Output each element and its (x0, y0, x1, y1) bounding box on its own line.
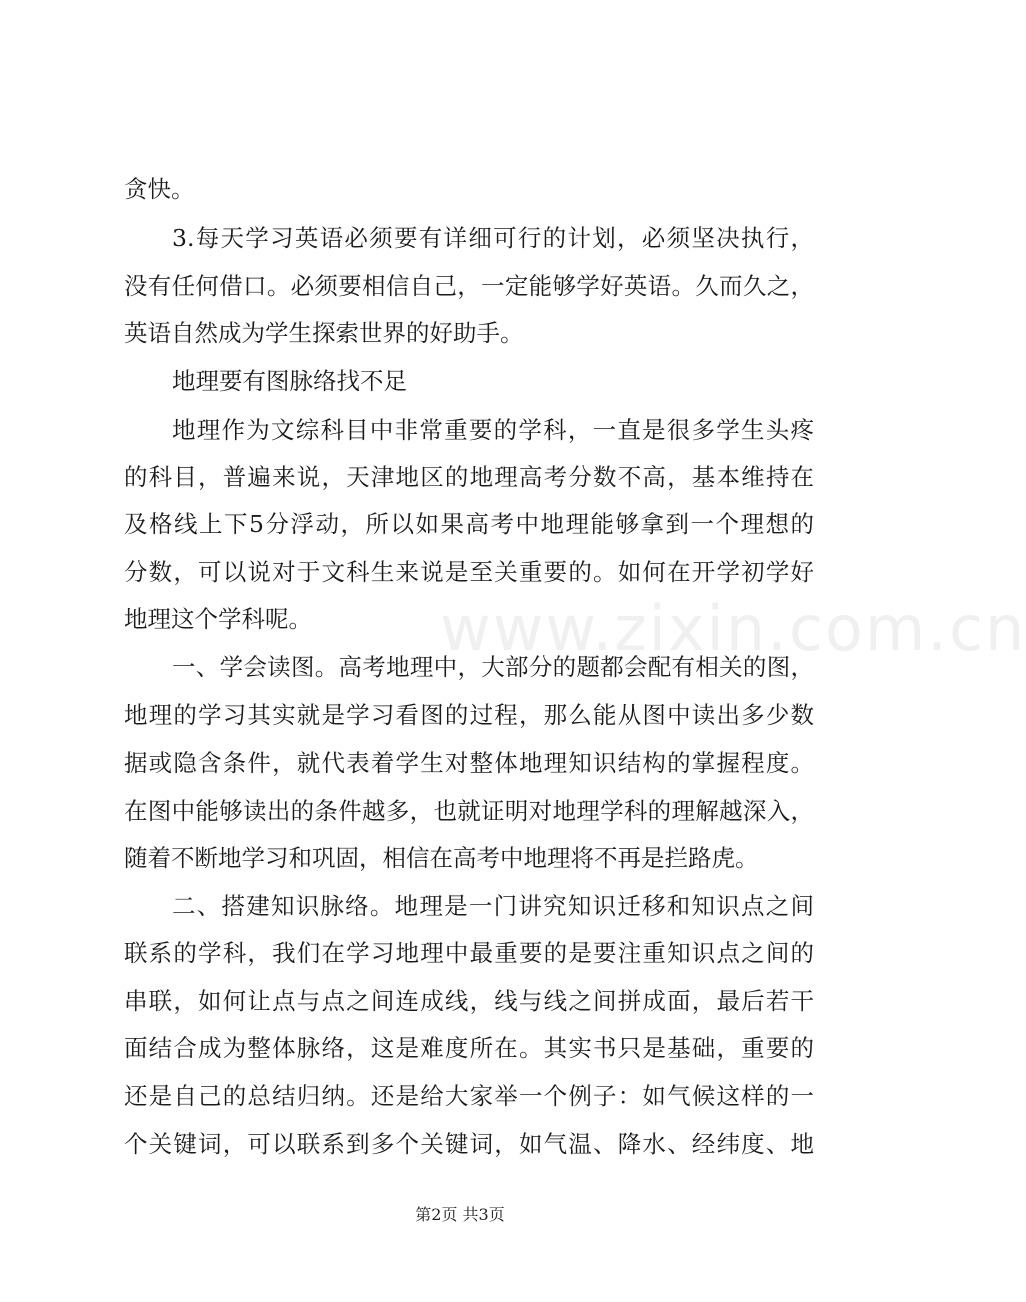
page-footer: 第2页 共3页 (415, 1205, 505, 1224)
text-line-19: 面结合成为整体脉络，这是难度所在。其实书只是基础，重要的 (124, 1034, 814, 1062)
text-line-9: 分数，可以说对于文科生来说是至关重要的。如何在开学初学好 (124, 558, 814, 586)
text-line-15: 随着不断地学习和巩固，相信在高考中地理将不再是拦路虎。 (124, 844, 759, 872)
text-line-7: 的科目，普遍来说，天津地区的地理高考分数不高，基本维持在 (124, 463, 814, 491)
text-line-2: 3.每天学习英语必须要有详细可行的计划，必须坚决执行， (172, 224, 814, 252)
text-line-10: 地理这个学科呢。 (124, 605, 312, 633)
text-line-13: 据或隐含条件，就代表着学生对整体地理知识结构的掌握程度。 (124, 749, 814, 777)
text-line-8: 及格线上下5分浮动，所以如果高考中地理能够拿到一个理想的 (124, 510, 814, 538)
text-line-18: 串联，如何让点与点之间连成线，线与线之间拼成面，最后若干 (124, 987, 814, 1015)
text-line-11: 一、学会读图。高考地理中，大部分的题都会配有相关的图， (172, 653, 814, 681)
text-line-4: 英语自然成为学生探索世界的好助手。 (124, 319, 524, 347)
text-line-17: 联系的学科，我们在学习地理中最重要的是要注重知识点之间的 (124, 939, 814, 967)
text-line-1: 贪快。 (124, 175, 195, 203)
section-heading-geography: 地理要有图脉络找不足 (172, 367, 407, 395)
watermark: www.zixin.com.cn (440, 592, 1026, 665)
text-line-3: 没有任何借口。必须要相信自己，一定能够学好英语。久而久之， (124, 272, 814, 300)
text-line-16: 二、搭建知识脉络。地理是一门讲究知识迁移和知识点之间 (172, 892, 814, 920)
text-line-21: 个关键词，可以联系到多个关键词，如气温、降水、经纬度、地 (124, 1130, 814, 1158)
text-line-20: 还是自己的总结归纳。还是给大家举一个例子：如气候这样的一 (124, 1082, 814, 1110)
text-line-6: 地理作为文综科目中非常重要的学科，一直是很多学生头疼 (172, 416, 814, 444)
text-line-12: 地理的学习其实就是学习看图的过程，那么能从图中读出多少数 (124, 701, 814, 729)
text-line-14: 在图中能够读出的条件越多，也就证明对地理学科的理解越深入， (124, 797, 814, 825)
